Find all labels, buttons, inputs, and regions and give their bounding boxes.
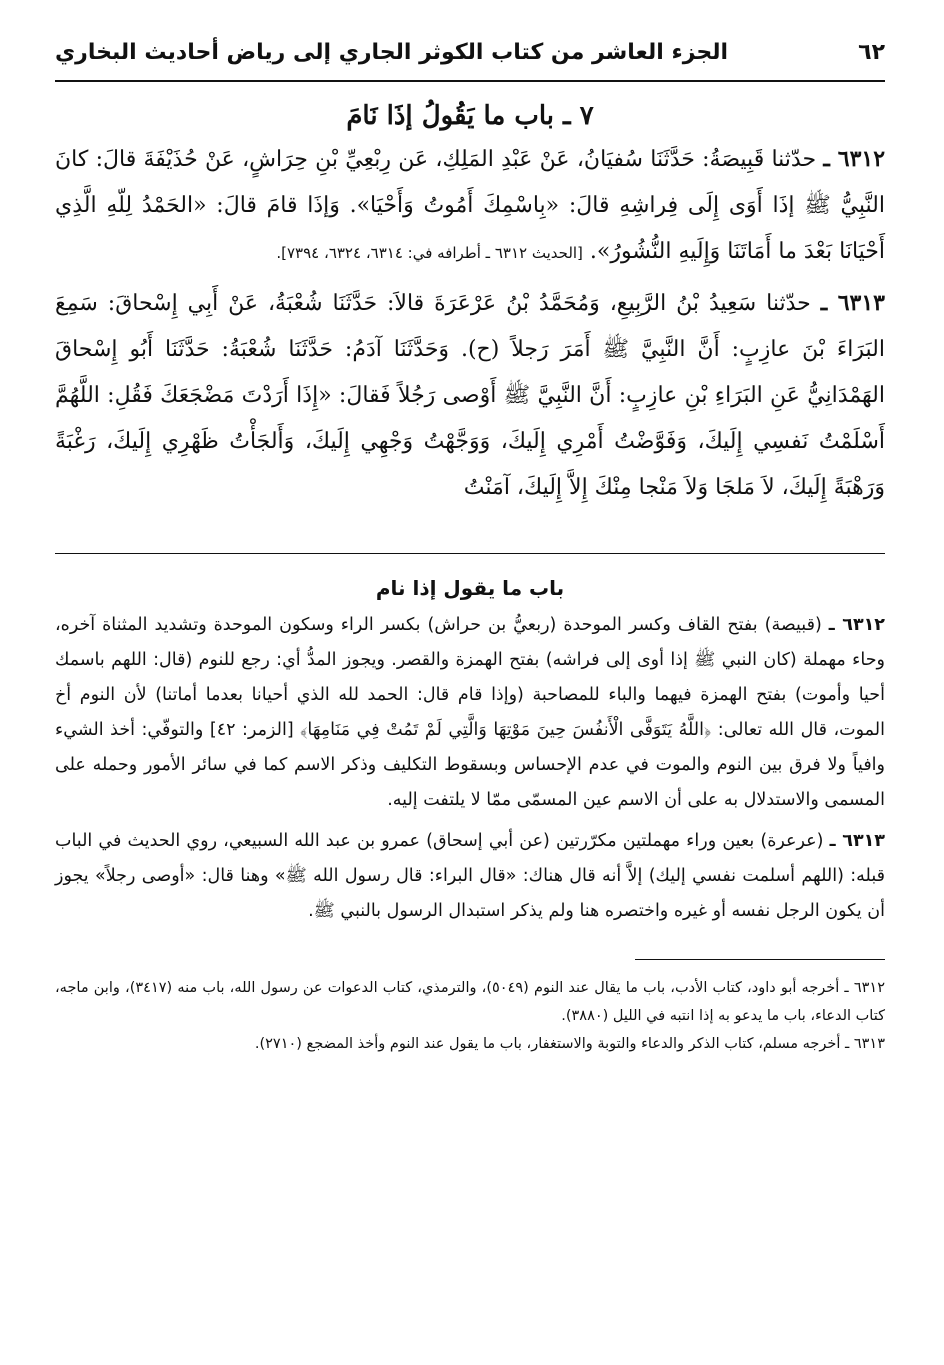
running-title: الجزء العاشر من كتاب الكوثر الجاري إلى رياض أحاديث البخاري xyxy=(55,40,729,65)
commentary-6312 xyxy=(55,608,885,818)
hadith-6313 xyxy=(55,280,885,511)
footnote: ٦٣١٣ ـ أخرجه مسلم، كتاب الذكر والدعاء والتوبة والاستغفار، باب ما يقول عند النوم وأخذ المضجع (٢٧١٠). xyxy=(254,1036,885,1052)
footnote: ٦٣١٢ ـ أخرجه أبو داود، كتاب الأدب، باب ما يقال عند النوم (٥٠٤٩)، والترمذي، كتاب الدعوات عن رسول الله، باب منه (٣٤١٧)، وابن ماجه، كتاب الدعاء، باب ما يدعو به إذا انتبه في الليل (٣٨٨٠). xyxy=(55,980,885,1024)
text-commentary-divider xyxy=(55,553,885,554)
book-page xyxy=(55,40,885,1058)
hadith-number: ٦٣١٢ ـ xyxy=(823,146,886,172)
commentary-text: (عرعرة) بعين وراء مهملتين مكرّرتين (عن أبي إسحاق) عمرو بن عبد الله السبيعي، روي الحديث في الباب قبله: (اللهم أسلمت نفسي إليك) إلاَّ أنه قال هناك: «قال البراء: قال رسول الله ﷺ» وهنا قال: «أوصى رجلاً» يجوز أن يكون الرجل نفسه أو غيره واختصره هنا ولم يذكر استبدال الرسول بالنبي ﷺ. xyxy=(55,831,885,921)
commentary-heading: باب ما يقول إذا نام xyxy=(375,576,565,600)
page-header xyxy=(55,40,885,82)
hadith-text: حدّثنا سَعِيدُ بْنُ الرَّبِيعِ، وَمُحَمَّدُ بْنُ عَرْعَرَةَ قالاَ: حَدَّثَنَا شُعْبَةُ، عَنْ أَبِي إِسْحاقَ: سَمِعَ البَرَاءَ بْنَ عازِبٍ: أَنَّ النَّبِيَّ ﷺ أَمَرَ رَجلاً (ح). وَحَدَّثَنَا آدَمُ: حَدَّثَنَا شُعْبَةُ: حَدَّثَنَا أَبُو إِسْحاقَ الهَمْدَانِيُّ عَنِ البَرَاءِ بْنِ عازِبٍ: أَنَّ النَّبِيَّ ﷺ أَوْصى رَجُلاً فَقالَ: «إِذَا أَرَدْتَ مَضْجَعَكَ فَقُلِ: اللَّهُمَّ أَسْلَمْتُ نَفسِي إِلَيكَ، وَفَوَّضْتُ أَمْرِي إِلَيكَ، وَوَجَّهْتُ وَجْهِي إِلَيكَ، وَأَلجَأْتُ ظَهْرِي إِلَيكَ، رَغْبَةً وَرَهْبَةً إِلَيكَ، لاَ مَلجَا وَلاَ مَنْجا مِنْكَ إِلاَّ إِلَيكَ، آمَنْتُ xyxy=(55,291,885,500)
commentary-number: ٦٣١٢ ـ xyxy=(828,615,885,635)
footnote-divider xyxy=(635,959,885,960)
hadith-reference: [الحديث ٦٣١٢ ـ أطرافه في: ٦٣١٤، ٦٣٢٤، ٧٣٩٤]. xyxy=(276,244,583,262)
hadith-number: ٦٣١٣ ـ xyxy=(820,290,885,316)
hadith-text: حدّثنا قَبِيصَةُ: حَدَّثَنَا سُفيَانُ، عَنْ عَبْدِ المَلِكِ، عَن رِبْعِيِّ بْنِ حِرَاشٍ، عَنْ حُذَيْفَةَ قالَ: كانَ النَّبِيُّ ﷺ إذَا أَوَى إِلَى فِراشِهِ قالَ: «بِاسْمِكَ أَمُوتُ وَأَحْيَا». وَإذَا قامَ قالَ: «الحَمْدُ لِلّهِ الَّذِي أَحْيَانَا بَعْدَ ما أَمَاتَنَا وَإِلَيهِ النُّشُورُ». xyxy=(55,147,885,264)
commentary-number: ٦٣١٣ ـ xyxy=(829,831,885,851)
commentary-text: (قبيصة) بفتح القاف وكسر الموحدة (ربعيُّ بن حراش) بكسر الراء وسكون الموحدة وتشديد المثناة آخره، وحاء مهملة (كان النبي ﷺ إذا أوى إلى فراشه) بفتح الهمزة والقصر. ويجوز المدُّ أي: رجع للنوم (قال: اللهم باسمك أحيا وأموت) بفتح الهمزة فيهما والباء للمصاحبة (وإذا قام قال: الحمد لله الذي أحيانا بعدما أماتنا) لأن النوم أخ الموت، قال الله تعالى: ﴿اللَّهُ يَتَوَفَّى الْأَنفُسَ حِينَ مَوْتِهَا وَالَّتِي لَمْ تَمُتْ فِي مَنَامِهَا﴾ [الزمر: ٤٢] والتوفّي: أخذ الشيء وافياً ولا فرق بين النوم والموت في عدم الإحساس وبسقوط التكليف وذكر الاسم كما في سائر الأمور وحمله على المسمى والاستدلال به على أن الاسم عين المسمّى ممّا لا يلتفت إليه. xyxy=(55,615,885,810)
hadith-6312 xyxy=(55,136,885,276)
page-number: ٦٢ xyxy=(858,40,885,65)
chapter-title: ٧ ـ باب ما يَقُولُ إذَا نَامَ xyxy=(346,101,594,131)
commentary-6313 xyxy=(55,824,885,929)
